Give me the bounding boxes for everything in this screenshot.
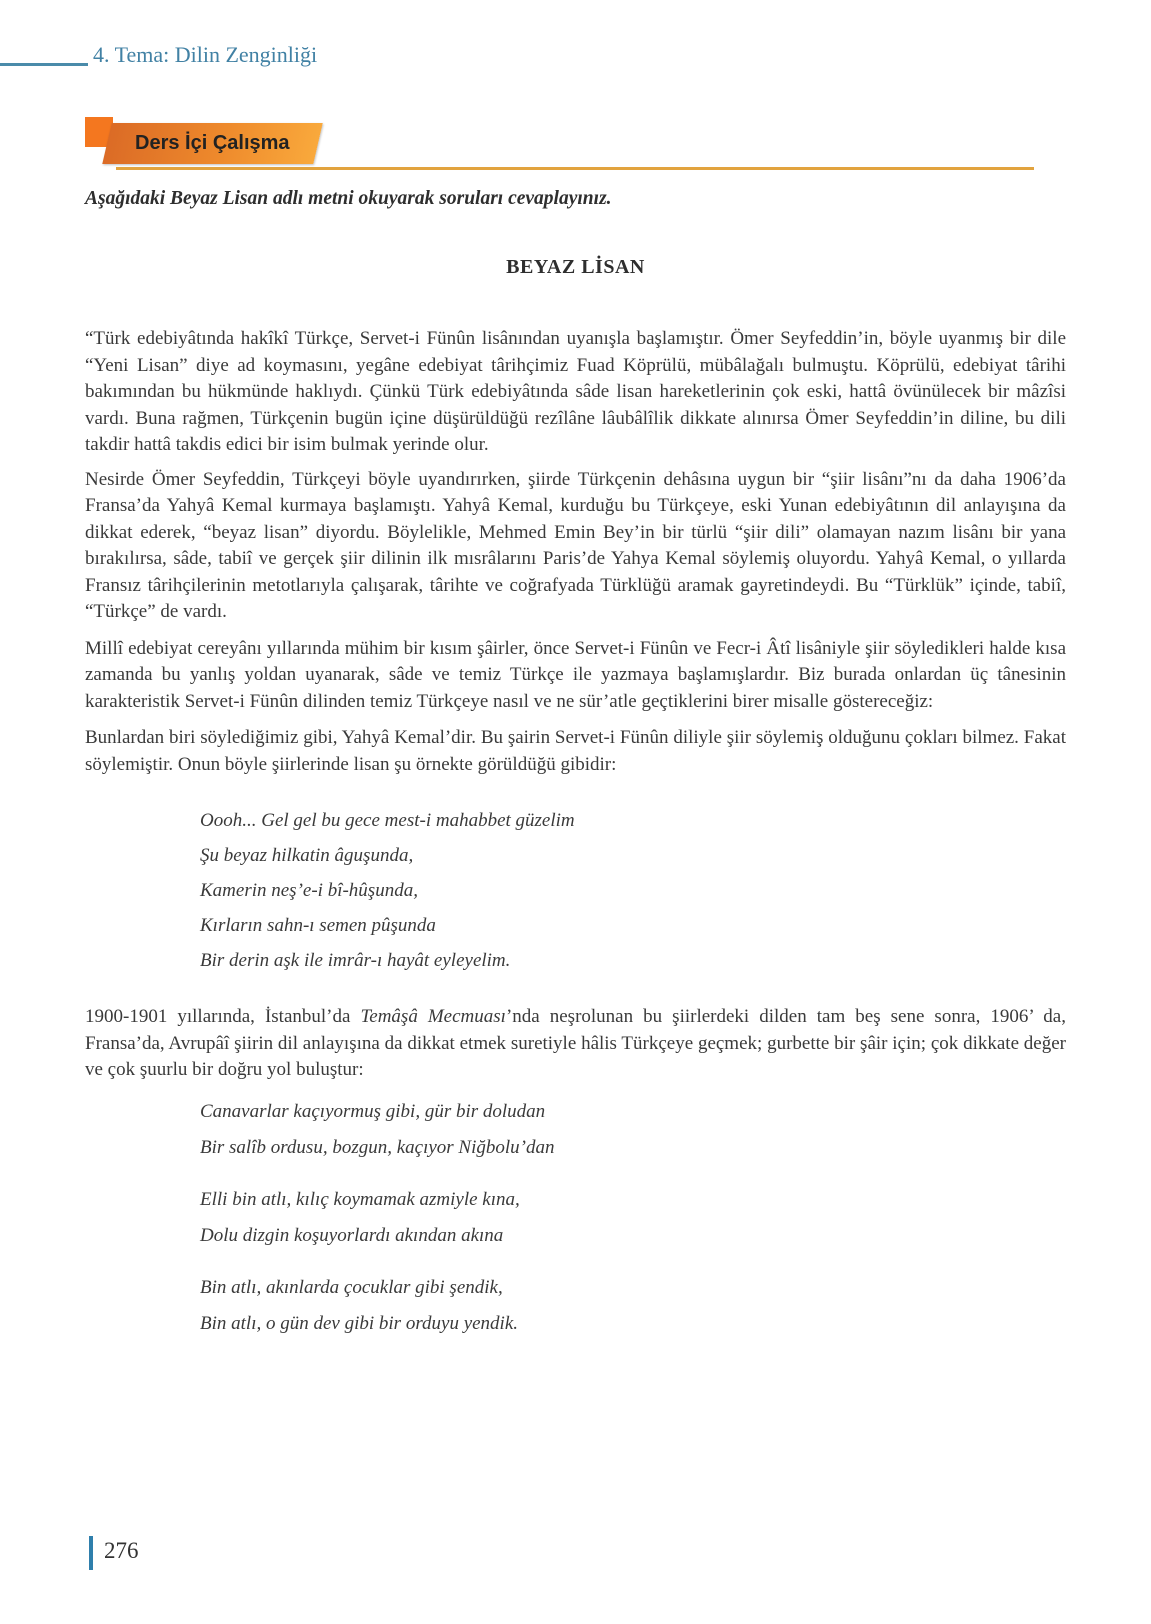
paragraph-text: ’nda neşrolunan bu şiirlerdeki dilden tam beş sene sonra, 1906’ da, Fransa’da, Avrupâî şiirin dil anlayışına da dikkat etmek suretiyle hâlis Türkçeye geçmek; gurbette bir şâir için; çok dikkate değer ve çok şuurlu bir doğru yol buluştur:: [85, 1006, 1066, 1080]
paragraph: [85, 1004, 1066, 1084]
paragraph: Nesirde Ömer Seyfeddin, Türkçeyi böyle uyandırırken, şiirde Türkçenin dehâsına uygun bir “şiir lisânı”nı da daha 1906’da Fransa’da Yahyâ Kemal kurmaya başlamıştı. Yahyâ Kemal, kurduğu bu Türkçeye, eski Yunan edebiyâtının dil anlayışına da dikkat ederek, “beyaz lisan” diyordu. Böylelikle, Mehmed Emin Bey’in bir türlü “şiir dili” olamayan nazım lisânı bir yana bırakılırsa, sâde, tabiî ve gerçek şiir dilinin ilk mısrâlarını Paris’de Yahya Kemal söylemiş oluyordu. Yahyâ Kemal, o yıllarda Fransız târihçilerinin metotlarıyla çalışarak, târihte ve coğrafyada Türklüğü aramak gayretindeydi. Bu “Türklük” içinde, tabiî, “Türkçe” de vardı.: [85, 468, 1066, 622]
poem-line: Oooh... Gel gel bu gece mest-i mahabbet güzelim: [200, 810, 575, 831]
article-body: [85, 186, 1066, 1363]
poem-line: Bin atlı, o gün dev gibi bir orduyu yendik.: [200, 1312, 519, 1334]
poem-excerpt-2: [200, 1099, 1066, 1337]
theme-header: 4. Tema: Dilin Zenginliği: [93, 42, 318, 67]
poem-line: Dolu dizgin koşuyorlardı akından akına: [200, 1224, 504, 1246]
poem-line: Bir salîb ordusu, bozgun, kaçıyor Niğbolu’dan: [200, 1136, 555, 1158]
activity-badge: [102, 123, 322, 164]
badge-underline-rule: [116, 167, 1034, 170]
couplet: [200, 1187, 1066, 1249]
text-title: BEYAZ LİSAN: [506, 255, 645, 278]
poem-excerpt-1: [200, 808, 1066, 974]
theme-header-rule: [0, 63, 88, 66]
poem-line: Canavarlar kaçıyormuş gibi, gür bir doludan: [200, 1100, 546, 1122]
poem-line: Bir derin aşk ile imrâr-ı hayât eyleyelim.: [200, 950, 511, 971]
poem-line: Şu beyaz hilkatin âguşunda,: [200, 845, 414, 866]
exercise-instruction: Aşağıdaki Beyaz Lisan adlı metni okuyarak soruları cevaplayınız.: [85, 188, 612, 209]
poem-line: Kamerin neş’e-i bî-hûşunda,: [200, 880, 418, 901]
poem-line: Elli bin atlı, kılıç koymamak azmiyle kına,: [200, 1188, 520, 1210]
activity-badge-label: Ders İçi Çalışma: [135, 132, 290, 154]
journal-name-italic: Temâşâ Mecmuası: [360, 1006, 506, 1027]
poem-line: Kırların sahn-ı semen pûşunda: [200, 915, 436, 936]
page-number: 276: [104, 1538, 139, 1563]
paragraph: Bunlardan biri söylediğimiz gibi, Yahyâ Kemal’dir. Bu şairin Servet-i Fünûn diliyle şiir söylemiş olduğunu çokları bilmez. Fakat söylemiştir. Onun böyle şiirlerinde lisan şu örnekte görüldüğü gibidir:: [85, 727, 1066, 775]
page-number-bar: [89, 1536, 93, 1570]
paragraph: Millî edebiyat cereyânı yıllarında mühim bir kısım şâirler, önce Servet-i Fünûn ve Fecr-i Âtî lisâniyle şiir söyledikleri halde kısa zamanda bu yanlış yoldan uyanarak, sâde ve temiz Türkçe ile yazmaya başlamışlardır. Biz burada onlardan üç tânesinin karakteristik Servet-i Fünûn dilinden temiz Türkçeye nasıl ve ne sür’atle geçtiklerini birer misalle göstereceğiz:: [85, 637, 1066, 712]
poem-line: Bin atlı, akınlarda çocuklar gibi şendik,: [200, 1276, 503, 1298]
couplet: [200, 1275, 1066, 1337]
couplet: [200, 1099, 1066, 1161]
paragraph-text: 1900-1901 yıllarında, İstanbul’da: [85, 1006, 361, 1027]
paragraph: “Türk edebiyâtında hakîkî Türkçe, Servet-i Fünûn lisânından uyanışla başlamıştır. Ömer Seyfeddin’in, böyle uyanmış bir dile “Yeni Lisan” diye ad koymasını, yegâne edebiyat târihçimiz Fuad Köprülü, mübâlağalı bulmuştu. Köprülü, edebiyat târihi bakımından bu hükmünde haklıydı. Çünkü Türk edebiyâtında sâde lisan hareketlerinin çok eski, hattâ övünülecek bir mâzîsi vardı. Buna rağmen, Türkçenin bugün içine düşürüldüğü rezîlâne lâubâlîlik dikkate alınırsa Ömer Seyfeddin’in diline, bu dili takdir hattâ takdis edici bir isim bulmak yerinde olur.: [85, 328, 1066, 455]
